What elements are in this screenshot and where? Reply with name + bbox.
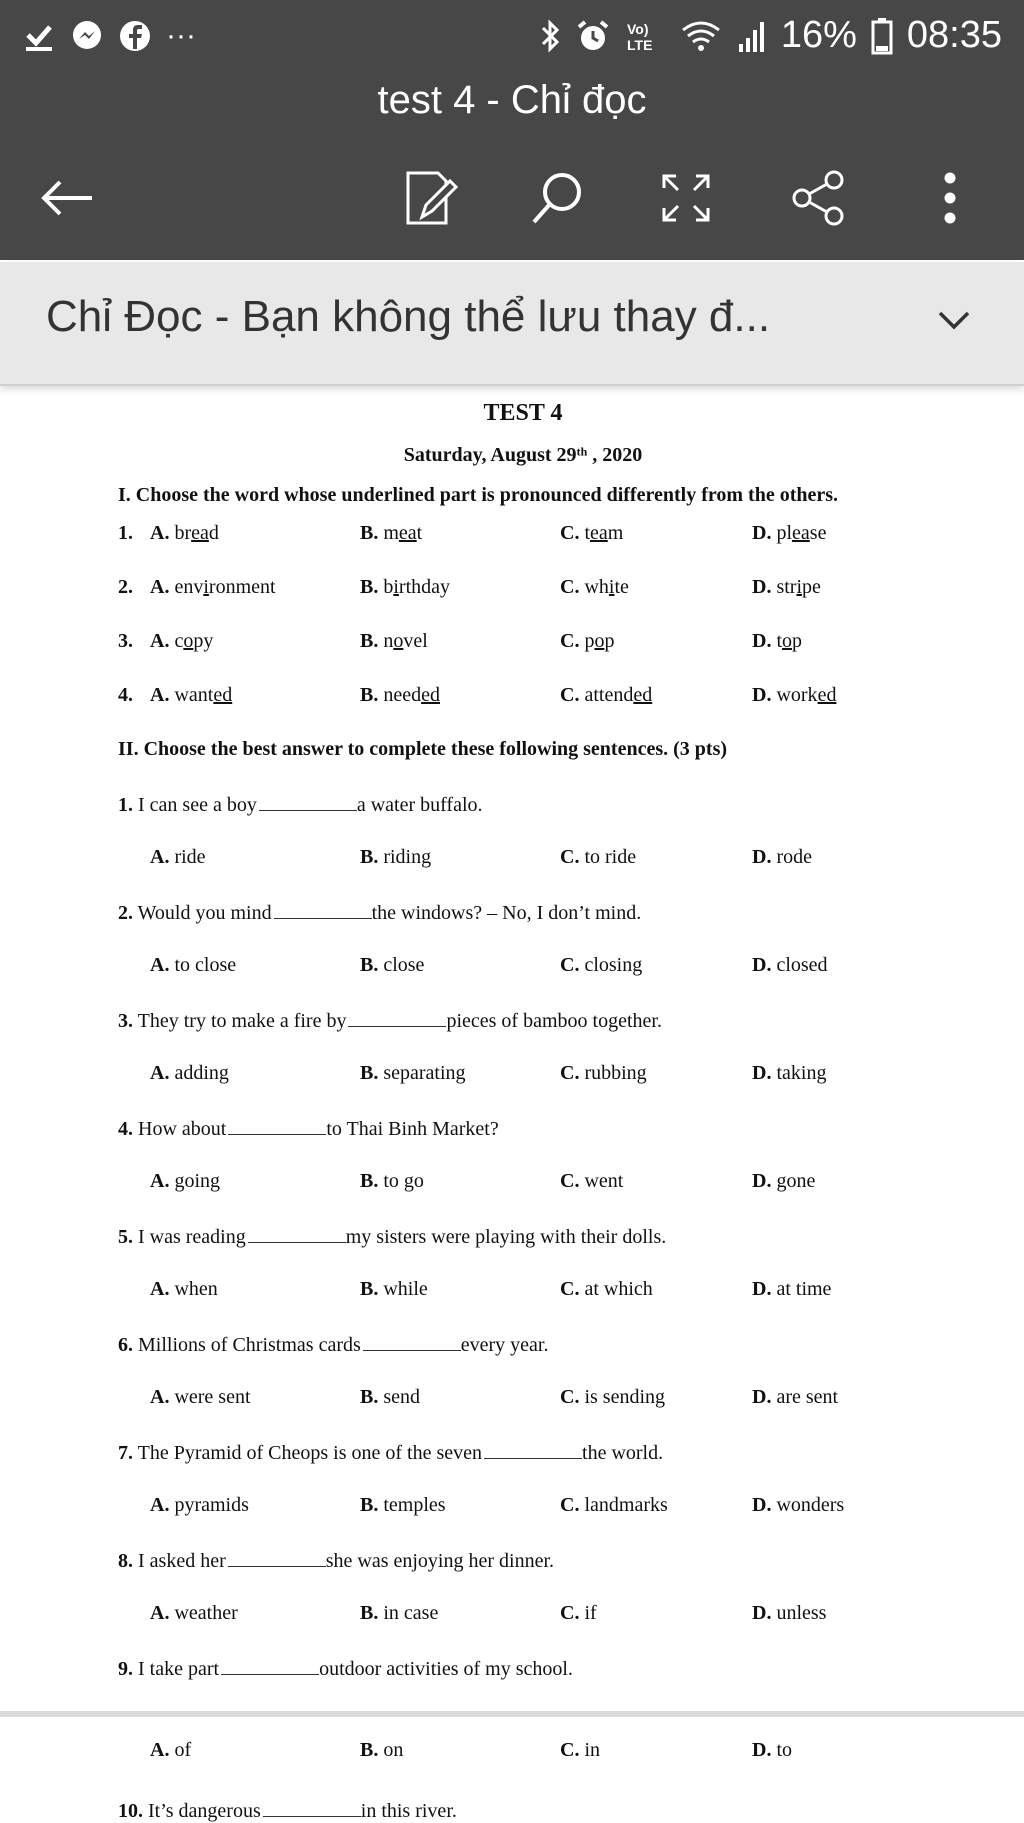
question-text: 9. I take part outdoor activities of my school.	[118, 1658, 573, 1680]
answer-option-b: B. in case	[360, 1602, 439, 1624]
answer-option-a: A. were sent	[150, 1386, 251, 1408]
question-text: 7. The Pyramid of Cheops is one of the seven the world.	[118, 1442, 664, 1464]
answer-option-c: C. closing	[560, 954, 643, 976]
volte-icon	[625, 18, 665, 54]
svg-text:Vo): Vo)	[626, 20, 649, 37]
answer-option-d: D. to	[752, 1739, 793, 1761]
question-text: 2. Would you mind the windows? – No, I don’t mind.	[118, 902, 642, 924]
read-only-message: Chỉ Đọc - Bạn không thể lưu thay đ...	[46, 292, 771, 341]
svg-text:LTE: LTE	[626, 36, 653, 53]
answer-blank	[484, 1440, 582, 1459]
answer-option-d: D. wonders	[752, 1494, 845, 1516]
answer-blank	[274, 900, 372, 919]
question-text: 8. I asked her she was enjoying her dinner.	[118, 1550, 555, 1572]
signal-icon	[737, 18, 767, 54]
question-text: 3. They try to make a fire by pieces of bamboo together.	[118, 1010, 662, 1032]
document-page: TEST 4 Saturday, August 29ᵗʰ , 2020 I. Choose the word whose underlined part is pronounced differently from the others. 1. A. bread B. meat C. team D. please 2. A. environment B. birthday C. white D. stripe 3. A. copy B. novel C. pop D. top 4. A. wanted B. needed C. attended D. worked II. Choose the best answer to complete these following sentences. (3 pts) 1. I can see a boy a water buffalo. A. ride B. riding C. to ride D. rode 2. Would you mind the windows? – No, I don’t mind. A. to close B. close C. closing D. closed 3. They try to make a fire by pieces of bamboo together. A. adding B. separating C. rubbing D. taking 4. How about to Thai Binh Market? A. going B. to go C. went D. gone 5. I was reading my sisters were playing with their dolls. A. when B. while C. at which D. at time 6. Millions of Christmas cards every year. A. were sent B. send C. is sending D. are sent 7. The Pyramid of Cheops is one of the seven the world. A. pyramids B. temples C. landmarks D. wonders 8. I asked her she was enjoying her dinner. A. weather B. in case C. if D. unless 9. I take part outdoor activities of my school. A. of B. on C. in D. to 10. It’s dangerous in this river.	[0, 392, 1024, 1820]
fullscreen-icon	[660, 172, 712, 224]
answer-option-c: C. if	[560, 1602, 597, 1624]
answer-option-b: B. to go	[360, 1170, 424, 1192]
answer-option-c: C. rubbing	[560, 1062, 647, 1084]
answer-option-b: B. while	[360, 1278, 428, 1300]
answer-option-d: D. closed	[752, 954, 828, 976]
question-text: 1. I can see a boy a water buffalo.	[118, 794, 483, 816]
app-bar	[0, 74, 1024, 260]
answer-option-a: A. weather	[150, 1602, 238, 1624]
search-button[interactable]	[526, 166, 590, 230]
messenger-icon	[70, 19, 104, 53]
answer-option-d: D. rode	[752, 846, 812, 868]
more-options-button[interactable]	[918, 166, 982, 230]
status-bar	[0, 0, 1024, 74]
answer-option-c: C. is sending	[560, 1386, 666, 1408]
battery-percent: 16%	[780, 14, 857, 56]
clock: 08:35	[906, 14, 1002, 56]
question-text: 6. Millions of Christmas cards every year.	[118, 1334, 549, 1356]
answer-option-a: A. to close	[150, 954, 237, 976]
question-text: 4. How about to Thai Binh Market?	[118, 1118, 499, 1140]
share-icon	[790, 170, 846, 226]
download-done-icon	[22, 19, 56, 53]
answer-option-b: B. separating	[360, 1062, 466, 1084]
answer-option-c: C. went	[560, 1170, 624, 1192]
answer-blank	[263, 1798, 361, 1817]
answer-option-c: C. at which	[560, 1278, 653, 1300]
edit-button[interactable]	[398, 166, 462, 230]
answer-option-d: D. taking	[752, 1062, 827, 1084]
answer-option-c: C. in	[560, 1739, 601, 1761]
answer-option-d: D. at time	[752, 1278, 832, 1300]
answer-option-b: B. on	[360, 1739, 404, 1761]
share-button[interactable]	[786, 166, 850, 230]
back-button[interactable]	[34, 166, 98, 230]
answer-option-a: A. of	[150, 1739, 192, 1761]
section-1-heading: I. Choose the word whose underlined part is pronounced differently from the others.	[118, 484, 839, 506]
read-only-banner[interactable]	[0, 262, 1024, 386]
facebook-icon	[118, 19, 152, 53]
more-notifications: ···	[166, 19, 196, 52]
answer-option-b: B. temples	[360, 1494, 446, 1516]
answer-option-a: A. pyramids	[150, 1494, 249, 1516]
search-icon	[530, 170, 586, 226]
chevron-down-icon[interactable]	[934, 300, 974, 340]
answer-blank	[221, 1656, 319, 1675]
answer-option-a: A. going	[150, 1170, 221, 1192]
answer-blank	[348, 1008, 446, 1027]
test-date: Saturday, August 29ᵗʰ , 2020	[403, 444, 643, 466]
answer-option-b: B. riding	[360, 846, 432, 868]
bluetooth-icon	[539, 18, 561, 54]
answer-blank	[228, 1116, 326, 1135]
edit-document-icon	[402, 169, 458, 227]
fullscreen-button[interactable]	[654, 166, 718, 230]
answer-option-a: A. adding	[150, 1062, 229, 1084]
more-vert-icon	[940, 170, 960, 226]
answer-blank	[259, 792, 357, 811]
back-arrow-icon	[38, 178, 94, 218]
test-title: TEST 4	[483, 400, 563, 426]
answer-option-c: C. landmarks	[560, 1494, 668, 1516]
answer-blank	[248, 1224, 346, 1243]
document-title: test 4 - Chỉ đọc	[377, 78, 647, 122]
answer-option-b: B. close	[360, 954, 425, 976]
section-2-heading: II. Choose the best answer to complete these following sentences. (3 pts)	[118, 738, 728, 760]
answer-blank	[363, 1332, 461, 1351]
question-text: 5. I was reading my sisters were playing with their dolls.	[118, 1226, 667, 1248]
answer-option-a: A. when	[150, 1278, 218, 1300]
alarm-icon	[575, 18, 611, 54]
wifi-icon	[679, 18, 723, 54]
answer-option-d: D. unless	[752, 1602, 827, 1624]
answer-option-a: A. ride	[150, 846, 206, 868]
answer-option-d: D. gone	[752, 1170, 816, 1192]
answer-blank	[228, 1548, 326, 1567]
answer-option-d: D. are sent	[752, 1386, 839, 1408]
answer-option-b: B. send	[360, 1386, 421, 1408]
question-text: 10. It’s dangerous in this river.	[118, 1800, 457, 1822]
battery-icon	[871, 17, 893, 55]
page-break	[0, 1711, 1024, 1717]
answer-option-c: C. to ride	[560, 846, 637, 868]
